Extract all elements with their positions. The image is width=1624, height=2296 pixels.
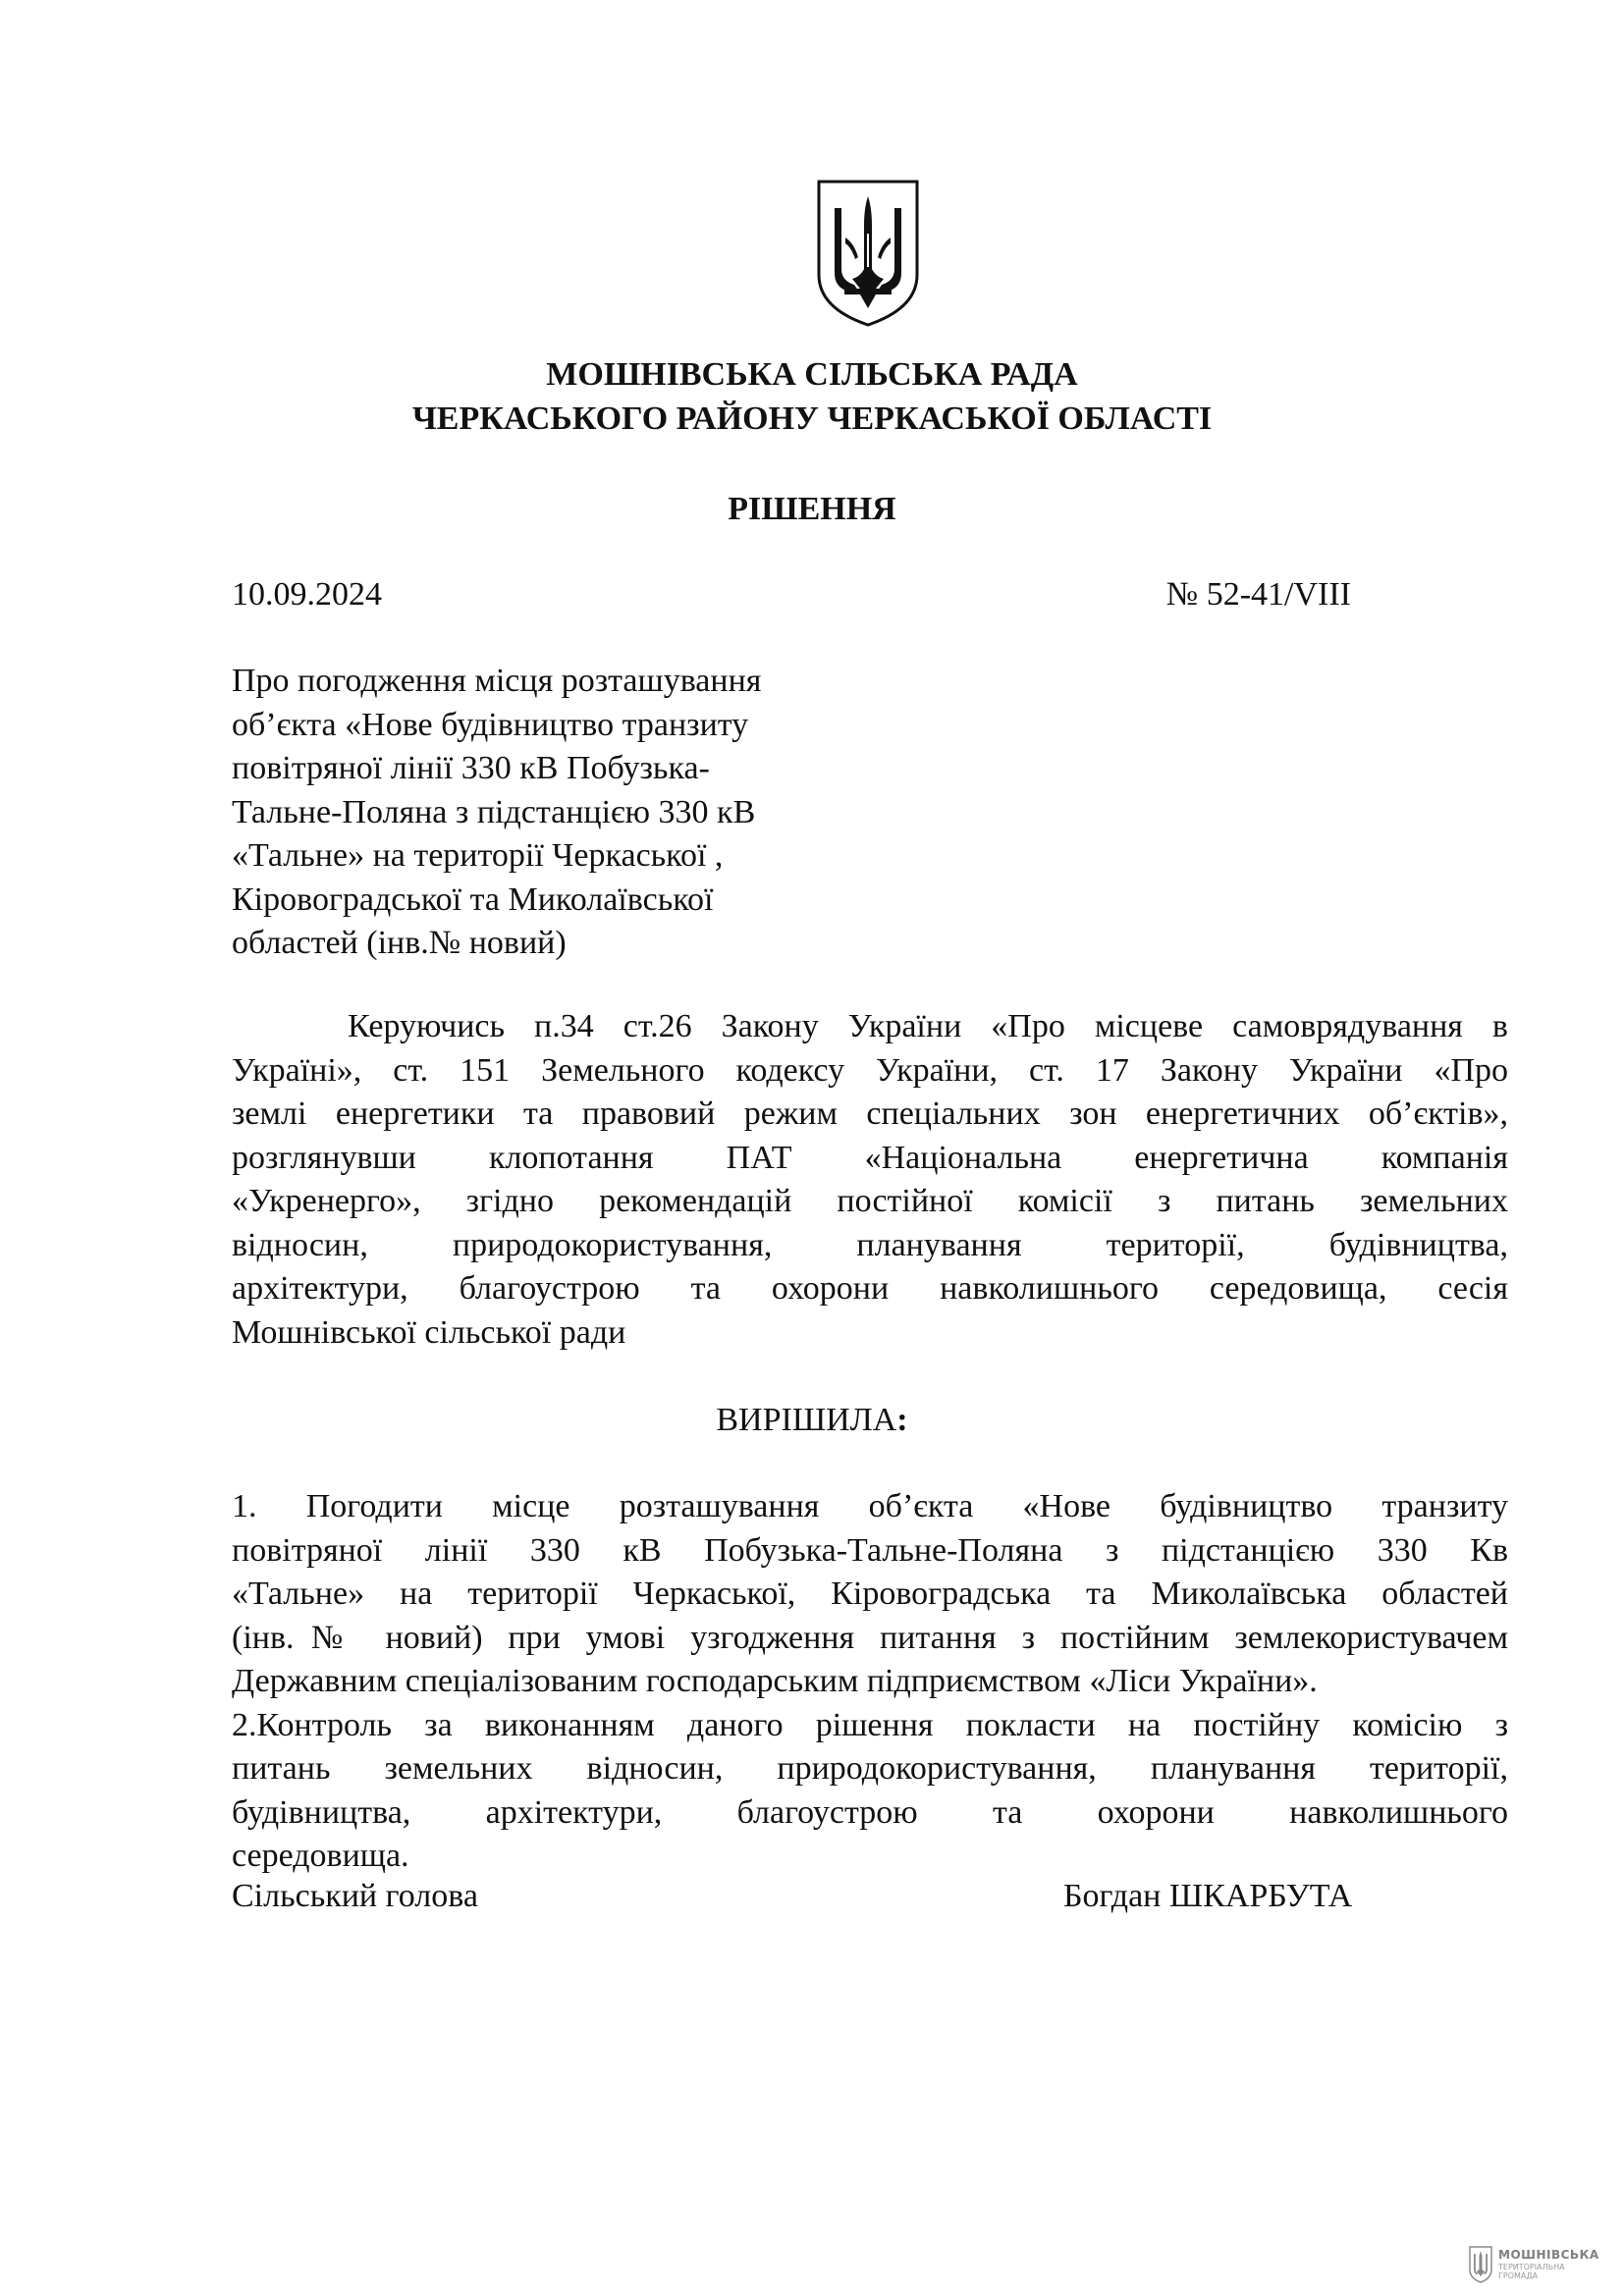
watermark-subtitle <box>1498 2263 1565 2280</box>
subject-line: Тальне-Поляна з підстанцією 330 кВ <box>232 793 756 830</box>
decision-subject <box>232 660 860 966</box>
preamble-line: відносин, природокористування, планування території, будівництва, <box>232 1226 1508 1263</box>
watermark-subtitle-line: ГРОМАДА <box>1498 2271 1539 2280</box>
document-date: 10.09.2024 <box>232 576 382 613</box>
preamble-line: Україні», ст. 151 Земельного кодексу України, ст. 17 Закону України «Про <box>232 1051 1508 1089</box>
body-line: 2.Контроль за виконанням даного рішення покласти на постійну комісію з <box>232 1706 1508 1743</box>
signatory-position: Сільський голова <box>232 1878 478 1914</box>
council-name-line-2: ЧЕРКАСЬКОГО РАЙОНУ ЧЕРКАСЬКОЇ ОБЛАСТІ <box>411 400 1213 437</box>
document-type-title: РІШЕННЯ <box>728 491 896 527</box>
preamble-line: архітектури, благоустрою та охорони навколишнього середовища, сесія <box>232 1270 1508 1307</box>
community-watermark <box>1469 2246 1606 2285</box>
watermark-subtitle-line: ТЕРИТОРІАЛЬНА <box>1498 2263 1565 2271</box>
body-line: «Тальне» на території Черкаської, Кіровоградська та Миколаївська областей <box>232 1575 1508 1612</box>
body-line: середовища. <box>232 1838 409 1874</box>
preamble-line: Керуючись п.34 ст.26 Закону України «Про місцеве самоврядування в <box>348 1008 1508 1044</box>
subject-line: Кіровоградської та Миколаївської <box>232 881 714 918</box>
subject-line: повітряної лінії 330 кВ Побузька- <box>232 750 710 786</box>
signatory-name: Богдан ШКАРБУТА <box>1063 1878 1353 1914</box>
body-line: Державним спеціалізованим господарським підприємством «Ліси України». <box>232 1663 1318 1699</box>
subject-line: «Тальне» на території Черкаської , <box>232 837 724 874</box>
resolved-colon: : <box>896 1402 908 1438</box>
council-name-line-1: МОШНІВСЬКА СІЛЬСЬКА РАДА <box>546 356 1078 393</box>
body-line: питань земельних відносин, природокористування, планування території, <box>232 1750 1508 1787</box>
decision-body <box>232 1485 1508 1879</box>
trident-icon <box>1469 2246 1492 2283</box>
subject-line: областей (інв.№ новий) <box>232 925 567 961</box>
preamble-line: розглянувши клопотання ПАТ «Національна енергетична компанія <box>232 1139 1508 1176</box>
subject-line: Про погодження місця розташування <box>232 663 762 699</box>
resolved-heading <box>0 1399 1624 1442</box>
body-line: будівництва, архітектури, благоустрою та охорони навколишнього <box>232 1793 1508 1831</box>
body-line: 1. Погодити місце розташування об’єкта «Нове будівництво транзиту <box>232 1488 1508 1524</box>
preamble-line: землі енергетики та правовий режим спеціальних зон енергетичних об’єктів», <box>232 1095 1508 1132</box>
coat-of-arms-icon <box>815 179 921 328</box>
body-line: (інв.№ новий) при умові узгодження питання з постійним землекористувачем <box>232 1619 1508 1656</box>
document-number: № 52-41/VIII <box>1165 576 1351 613</box>
body-line: повітряної лінії 330 кВ Побузька-Тальне-Поляна з підстанцією 330 Кв <box>232 1531 1508 1569</box>
preamble-line: Мошнівської сільської ради <box>232 1313 626 1351</box>
watermark-title: МОШНІВСЬКА <box>1498 2248 1599 2262</box>
preamble-line: «Укренерго», згідно рекомендацій постійної комісії з питань земельних <box>232 1183 1508 1219</box>
document-meta-row <box>232 573 1351 616</box>
preamble-paragraph <box>232 1005 1508 1355</box>
resolved-word: ВИРІШИЛА <box>716 1402 897 1438</box>
subject-line: об’єкта «Нове будівництво транзиту <box>232 706 749 743</box>
